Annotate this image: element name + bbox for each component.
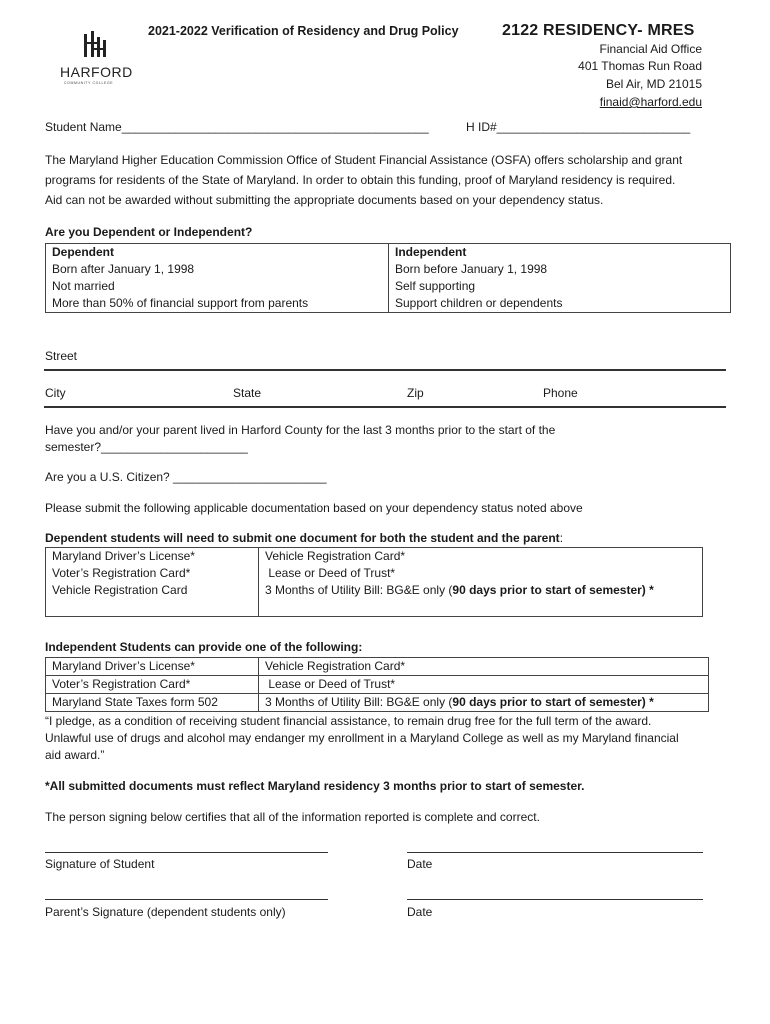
independent-docs-table	[45, 657, 709, 712]
independent-header: Independent	[395, 245, 467, 259]
pledge-line: Unlawful use of drugs and alcohol may endanger my enrollment in a Maryland College as well as my Maryland financial	[45, 731, 679, 745]
form-code: 2122 RESIDENCY- MRES	[502, 22, 695, 39]
dependent-docs-heading-colon: :	[559, 531, 564, 545]
intro-paragraph	[45, 150, 735, 210]
doc-item: Vehicle Registration Card*	[265, 549, 406, 563]
street-field-line[interactable]	[44, 369, 726, 371]
state-label: State	[233, 386, 262, 400]
independent-docs-right-2	[259, 694, 709, 712]
doc-item-utility	[265, 582, 696, 599]
street-label: Street	[45, 349, 78, 363]
student-date-label: Date	[407, 857, 433, 871]
dependent-docs-heading-text: Dependent students will need to submit one document for both the student and the parent	[45, 531, 560, 545]
student-name-field[interactable]: Student Name______________________________________________	[45, 120, 429, 134]
doc-item: Maryland Driver’s License*	[52, 549, 195, 563]
utility-bold: 90 days prior to start of semester) *	[452, 695, 654, 709]
pledge-line: “I pledge, as a condition of receiving student financial assistance, to remain drug free for the full term of the award.	[45, 714, 652, 728]
parent-date-line[interactable]	[407, 899, 703, 900]
independent-docs-left-1: Voter’s Registration Card*	[46, 676, 259, 694]
independent-item: Self supporting	[395, 279, 476, 293]
intro-line: Aid can not be awarded without submitting the appropriate documents based on your dependency status.	[45, 193, 604, 207]
doc-item: Voter’s Registration Card*	[52, 566, 191, 580]
parent-signature-line[interactable]	[45, 899, 328, 900]
student-date-line[interactable]	[407, 852, 703, 853]
form-title: 2021-2022 Verification of Residency and Drug Policy	[148, 24, 459, 38]
residency-note: *All submitted documents must reflect Maryland residency 3 months prior to start of semester.	[45, 779, 585, 793]
independent-item: Support children or dependents	[395, 296, 563, 310]
city-field-line[interactable]	[44, 406, 726, 408]
independent-item: Born before January 1, 1998	[395, 262, 548, 276]
dependent-docs-heading	[45, 531, 563, 546]
submit-note: Please submit the following applicable documentation based on your dependency status noted above	[45, 501, 583, 515]
dependent-docs-right	[259, 548, 703, 617]
office-city: Bel Air, MD 21015	[605, 77, 702, 91]
zip-label: Zip	[407, 386, 424, 400]
utility-prefix: 3 Months of Utility Bill: BG&E only (	[265, 583, 453, 597]
logo-wordmark: HARFORD	[60, 64, 133, 80]
utility-bold: 90 days prior to start of semester) *	[452, 583, 654, 597]
harford-logo-icon	[84, 31, 108, 57]
intro-line: programs for residents of the State of Maryland. In order to obtain this funding, proof of Maryland residency is required.	[45, 173, 676, 187]
independent-docs-right-1: Lease or Deed of Trust*	[259, 676, 709, 694]
doc-item: Lease or Deed of Trust*	[265, 566, 396, 580]
independent-docs-right-0: Vehicle Registration Card*	[259, 658, 709, 676]
citizen-question-field[interactable]: Are you a U.S. Citizen? _______________________	[45, 470, 327, 484]
office-street: 401 Thomas Run Road	[578, 59, 702, 73]
independent-column	[389, 244, 731, 313]
dependent-item: Born after January 1, 1998	[52, 262, 195, 276]
dependent-docs-table	[45, 547, 703, 617]
office-name: Financial Aid Office	[599, 42, 702, 56]
intro-line: The Maryland Higher Education Commission Office of Student Financial Assistance (OSFA) offers scholarship and grant	[45, 153, 683, 167]
independent-docs-heading: Independent Students can provide one of the following:	[45, 640, 363, 654]
logo-subtext: COMMUNITY COLLEGE	[64, 81, 114, 85]
phone-label: Phone	[543, 386, 578, 400]
independent-docs-left-2: Maryland State Taxes form 502	[46, 694, 259, 712]
dependent-column	[46, 244, 389, 313]
hid-field[interactable]: H ID#_____________________________	[466, 120, 691, 134]
independent-docs-left-0: Maryland Driver’s License*	[46, 658, 259, 676]
city-label: City	[45, 386, 66, 400]
doc-item: Vehicle Registration Card	[52, 583, 188, 597]
dependency-question: Are you Dependent or Independent?	[45, 225, 253, 239]
dependent-header: Dependent	[52, 245, 115, 259]
dependent-docs-left	[46, 548, 259, 617]
dependent-item: More than 50% of financial support from parents	[52, 296, 309, 310]
parent-signature-label: Parent’s Signature (dependent students only)	[45, 905, 286, 919]
dependent-item: Not married	[52, 279, 115, 293]
county-answer-field[interactable]: semester?______________________	[45, 440, 248, 454]
dependency-table	[45, 243, 731, 313]
county-question: Have you and/or your parent lived in Harford County for the last 3 months prior to the start of the	[45, 423, 556, 437]
parent-date-label: Date	[407, 905, 433, 919]
office-email-link[interactable]: finaid@harford.edu	[599, 95, 702, 109]
utility-prefix: 3 Months of Utility Bill: BG&E only (	[265, 695, 453, 709]
pledge-line: aid award.”	[45, 748, 105, 762]
student-signature-line[interactable]	[45, 852, 328, 853]
certify-statement: The person signing below certifies that all of the information reported is complete and correct.	[45, 810, 540, 824]
student-signature-label: Signature of Student	[45, 857, 155, 871]
